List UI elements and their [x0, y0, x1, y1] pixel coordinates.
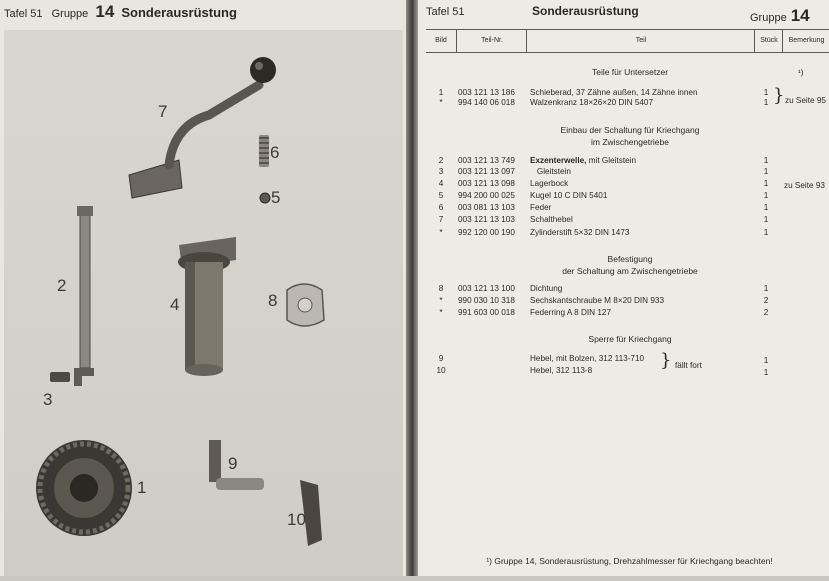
callout-1: 1 [137, 478, 147, 497]
row-quantity: 1 [763, 368, 769, 377]
row-part-number: 003 121 13 749 [458, 156, 515, 165]
brace: } [660, 350, 672, 371]
callout-9: 9 [228, 454, 238, 473]
part-5-ball [260, 193, 270, 203]
section-heading-line: der Schaltung am Zwischengetriebe [562, 266, 698, 276]
row-part-number: 003 121 13 097 [458, 167, 515, 176]
row-part-name: Kugel 10 C DIN 5401 [530, 191, 608, 200]
part-1-sliding-gear [36, 440, 132, 536]
right-tafel: Tafel 51 [426, 6, 465, 18]
row-part-name: Gleitstein [530, 167, 571, 176]
brace-note-faellt-fort: fällt fort [675, 361, 702, 370]
row-quantity: 1 [763, 228, 769, 237]
row-bild: 6 [438, 203, 444, 212]
row-bild: * [439, 308, 443, 317]
row-quantity: 1 [763, 88, 769, 97]
row-part-name: Lagerbock [530, 179, 569, 188]
right-gruppe-label: Gruppe [750, 12, 787, 24]
row-quantity: 1 [763, 215, 769, 224]
row-quantity: 2 [763, 308, 769, 317]
row-part-number: 003 121 13 098 [458, 179, 515, 188]
section-heading-sperre: Sperre für Kriechgang [588, 334, 672, 344]
row-bild: * [439, 98, 443, 107]
row-part-name: Schalthebel [530, 215, 573, 224]
row-part-name: Sechskantschraube M 8×20 DIN 933 [530, 296, 665, 305]
row-bild: 10 [436, 366, 446, 375]
section-heading-line: Einbau der Schaltung für Kriechgang [560, 125, 700, 135]
right-gruppe-number: 14 [790, 6, 810, 25]
left-page-header [4, 2, 237, 22]
row-part-number: 003 121 13 100 [458, 284, 515, 293]
row-bild: * [439, 296, 443, 305]
row-part-number: 990 030 10 318 [458, 296, 515, 305]
row-quantity: 1 [763, 356, 769, 365]
row-part-number: 003 081 13 103 [458, 203, 515, 212]
part-4-bearing-block [178, 237, 236, 376]
part-7-shift-lever [129, 57, 276, 198]
row-part-name: Federring A 8 DIN 127 [530, 308, 612, 317]
section-heading-befestigung [520, 253, 740, 277]
row-part-number: 992 120 00 190 [458, 228, 515, 237]
row-part-name [530, 156, 636, 166]
remark-zu-seite-93: zu Seite 93 [784, 181, 825, 190]
row-bild: 3 [438, 167, 444, 176]
section-heading-line: Befestigung [607, 254, 653, 264]
row-quantity: 2 [763, 296, 769, 305]
part-name-bold: Exzenterwelle, [530, 156, 587, 165]
row-part-name: Zylinderstift 5×32 DIN 1473 [530, 228, 630, 237]
part-3-slide-block [50, 372, 70, 382]
row-bild: 4 [438, 179, 444, 188]
parts-table-header [426, 29, 829, 53]
footnote-mark: ¹) [798, 68, 804, 77]
col-bemerkung: Bemerkung [782, 30, 829, 52]
parts-photo [4, 30, 403, 576]
row-bild: 1 [438, 88, 444, 97]
left-tafel: Tafel 51 [4, 8, 43, 20]
callout-10: 10 [287, 510, 306, 529]
col-teil-nr: Teil-Nr. [456, 30, 527, 52]
row-quantity: 1 [763, 284, 769, 293]
callout-6: 6 [270, 143, 280, 162]
row-quantity: 1 [763, 203, 769, 212]
section-heading-line: im Zwischengetriebe [591, 137, 669, 147]
right-gruppe [750, 6, 810, 26]
part-2-eccentric-shaft [74, 206, 94, 386]
callout-7: 7 [158, 102, 168, 121]
row-part-name: Feder [530, 203, 552, 212]
remark-zu-seite-95: zu Seite 95 [785, 96, 826, 105]
row-bild: 7 [438, 215, 444, 224]
row-part-number: 994 140 06 018 [458, 98, 515, 107]
callout-5: 5 [271, 188, 281, 207]
row-part-name: Dichtung [530, 284, 563, 293]
row-bild: 2 [438, 156, 444, 165]
part-name-rest: mit Gleitstein [586, 156, 637, 165]
parts-illustration [4, 30, 403, 576]
right-page-title: Sonderausrüstung [532, 4, 639, 18]
brace: } [773, 85, 785, 106]
row-part-number: 994 200 00 025 [458, 191, 515, 200]
row-part-name: Walzenkranz 18×26×20 DIN 5407 [530, 98, 654, 107]
row-bild: 5 [438, 191, 444, 200]
part-8-gasket [287, 284, 324, 326]
section-heading-untersetzer: Teile für Untersetzer [591, 67, 669, 77]
row-quantity: 1 [763, 156, 769, 165]
left-page-title: Sonderausrüstung [121, 5, 237, 20]
col-bild: Bild [435, 37, 447, 44]
row-quantity: 1 [763, 98, 769, 107]
callout-3: 3 [43, 390, 53, 409]
row-part-number: 991 603 00 018 [458, 308, 515, 317]
row-part-name: Hebel, 312 113-8 [530, 366, 593, 375]
callout-8: 8 [268, 291, 278, 310]
row-part-number: 003 121 13 103 [458, 215, 515, 224]
section-heading-einbau [520, 124, 740, 148]
callout-4: 4 [170, 295, 180, 314]
callout-2: 2 [57, 276, 67, 295]
row-quantity: 1 [763, 167, 769, 176]
row-part-number: 003 121 13 186 [458, 88, 515, 97]
col-teil: Teil [526, 30, 755, 52]
row-bild: 8 [438, 284, 444, 293]
col-stueck: Stück [754, 30, 783, 52]
row-quantity: 1 [763, 191, 769, 200]
left-gruppe-number: 14 [95, 2, 115, 21]
page-footnote: ¹) Gruppe 14, Sonderausrüstung, Drehzahlmesser für Kriechgang beachten! [486, 556, 773, 566]
row-part-name: Hebel, mit Bolzen, 312 113-710 [530, 354, 645, 363]
row-quantity: 1 [763, 179, 769, 188]
row-bild: 9 [438, 354, 444, 363]
left-gruppe-label: Gruppe [51, 8, 89, 20]
row-part-name: Schieberad, 37 Zähne außen, 14 Zähne innen [530, 88, 698, 97]
row-bild: * [439, 228, 443, 237]
left-page [0, 0, 408, 576]
part-6-spring [259, 135, 269, 167]
